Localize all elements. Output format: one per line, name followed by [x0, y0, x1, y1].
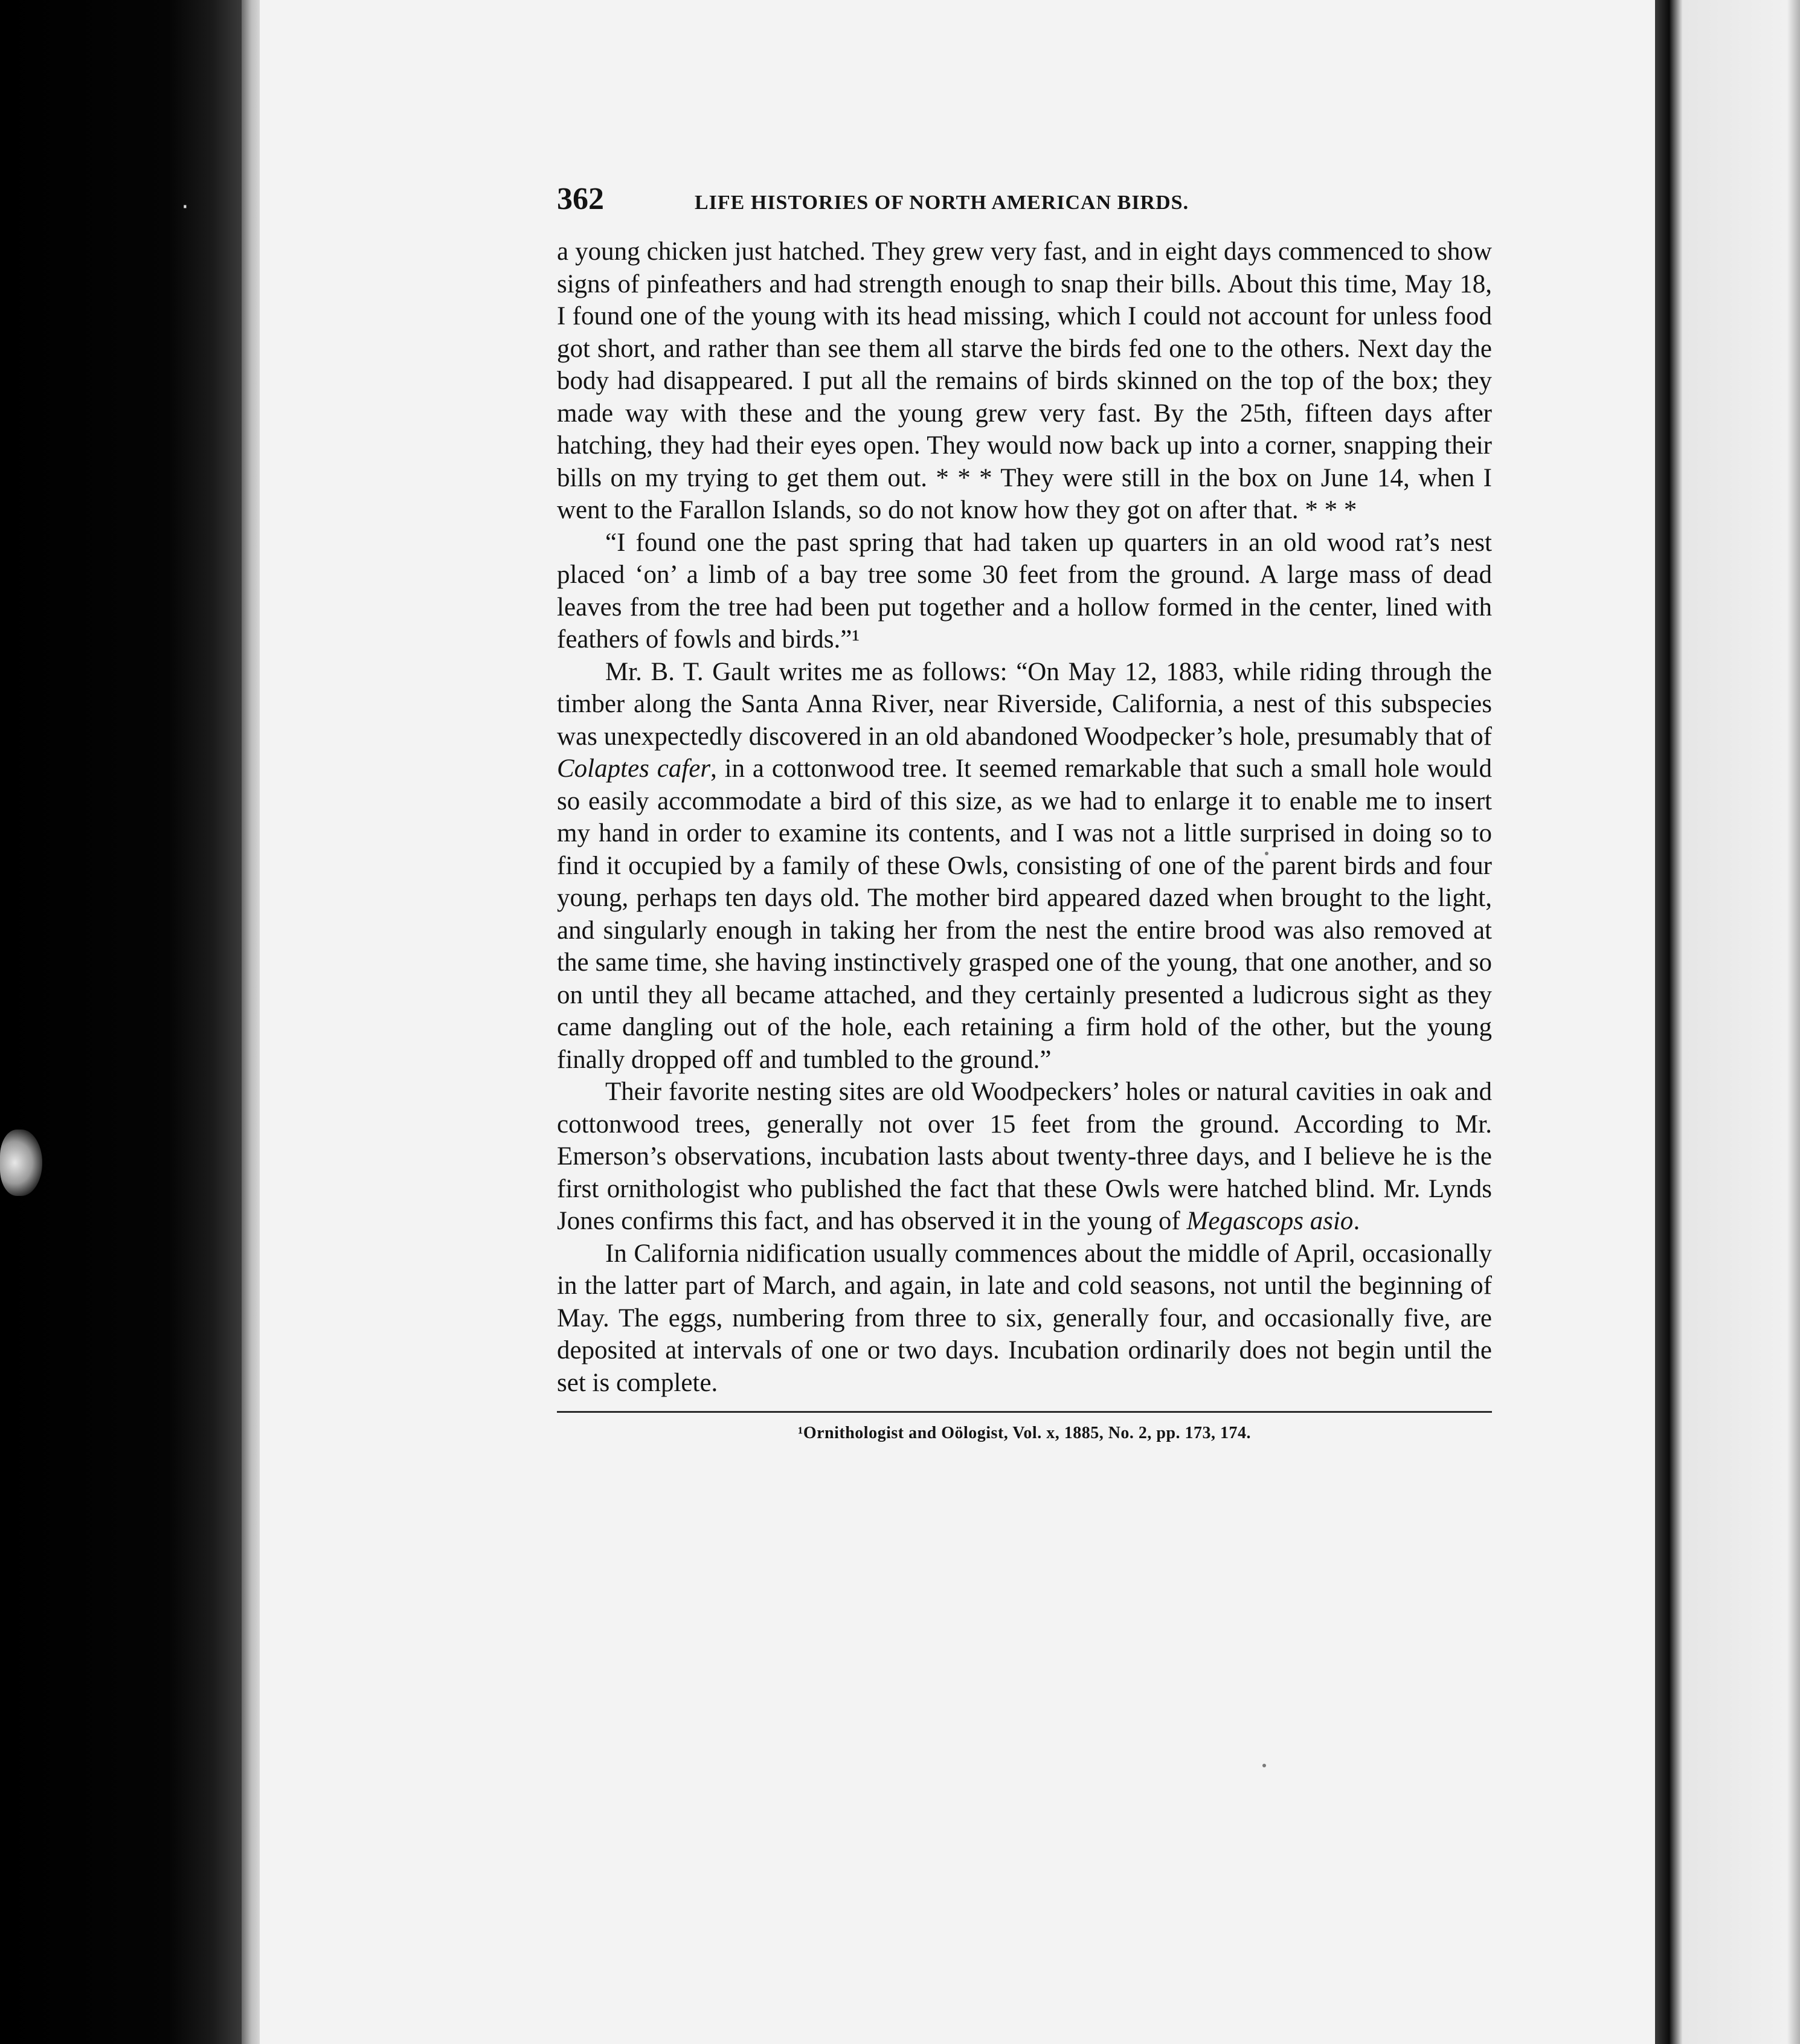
paragraph [557, 527, 1492, 656]
page-right-edge [1655, 0, 1670, 2044]
paragraph-text: Their favorite nesting sites are old Woodpeckers’ holes or natural cavities in oak and cottonwood trees, generally not over 15 feet from the ground. According to Mr. Emerson’s observations, incubation lasts about twenty-three days, and I believe he is the first ornithologist who published the fact that these Owls were hatched blind. Mr. Lynds Jones confirms this fact, and has observed it in the young of [557, 1078, 1492, 1235]
scan-speck: · [181, 193, 189, 221]
body-text [557, 236, 1492, 1399]
binding-gutter [0, 0, 242, 2044]
italic-text: Megascops asio [1186, 1207, 1354, 1235]
paragraph-text: In California nidification usually commences about the middle of April, occasionally in the latter part of March, and again, in late and cold seasons, not until the beginning of May. The eggs, numbering from three to six, generally four, and occasionally five, are deposited at intervals of one or two days. Incubation ordinarily does not begin until the set is complete. [557, 1239, 1492, 1397]
page-content [557, 181, 1492, 1443]
paragraph-text: , in a cottonwood tree. It seemed remarkable that such a small hole would so easily accommodate a bird of this size, as we had to enlarge it to enable me to insert my hand in order to examine its contents, and I was not a little surprised in doing so to find it occupied by a family of these Owls, consisting of one of the parent birds and four young, perhaps ten days old. The mother bird appeared dazed when brought to the light, and singularly enough in taking her from the nest the entire brood was also removed at the same time, she having instinctively grasped one of the young, that one another, and so on until they all became attached, and they certainly presented a ludicrous sight as they came dangling out of the hole, each retaining a firm hold of the other, but the young finally dropped off and tumbled to the ground.” [557, 754, 1492, 1074]
running-head: LIFE HISTORIES OF NORTH AMERICAN BIRDS. [695, 191, 1189, 214]
binding-clip [0, 1130, 42, 1196]
paragraph [557, 236, 1492, 527]
scan-dot [1262, 1764, 1266, 1767]
paragraph [557, 656, 1492, 1076]
italic-text: Colaptes cafer [557, 754, 711, 783]
page-number: 362 [557, 182, 604, 216]
next-page-strip [1670, 0, 1800, 2044]
paragraph-text: . [1353, 1207, 1360, 1235]
footnote: ¹Ornithologist and Oölogist, Vol. x, 1885, No. 2, pp. 173, 174. [797, 1424, 1252, 1442]
paragraph [557, 1076, 1492, 1238]
paragraph [557, 1238, 1492, 1400]
page-header [557, 181, 1492, 230]
paragraph-text: “I found one the past spring that had taken up quarters in an old wood rat’s nest placed ‘on’ a limb of a bay tree some 30 feet from the ground. A large mass of dead leaves from the tree had been put together and a hollow formed in the center, lined with feathers of fowls and birds.”¹ [557, 528, 1492, 654]
footnote-rule [557, 1411, 1492, 1413]
paragraph-text: Mr. B. T. Gault writes me as follows: “On May 12, 1883, while riding through the timber along the Santa Anna River, near Riverside, California, a nest of this subspecies was unexpectedly discovered in an old abandoned Woodpecker’s hole, presumably that of [557, 657, 1492, 751]
paragraph-text: a young chicken just hatched. They grew very fast, and in eight days commenced to show signs of pinfeathers and had strength enough to snap their bills. About this time, May 18, I found one of the young with its head missing, which I could not account for unless food got short, and rather than see them all starve the birds fed one to the others. Next day the body had disappeared. I put all the remains of birds skinned on the top of the box; they made way with these and the young grew very fast. By the 25th, fifteen days after hatching, they had their eyes open. They would now back up into a corner, snapping their bills on my trying to get them out. * * * They were still in the box on June 14, when I went to the Farallon Islands, so do not know how they got on after that. * * * [557, 237, 1492, 524]
